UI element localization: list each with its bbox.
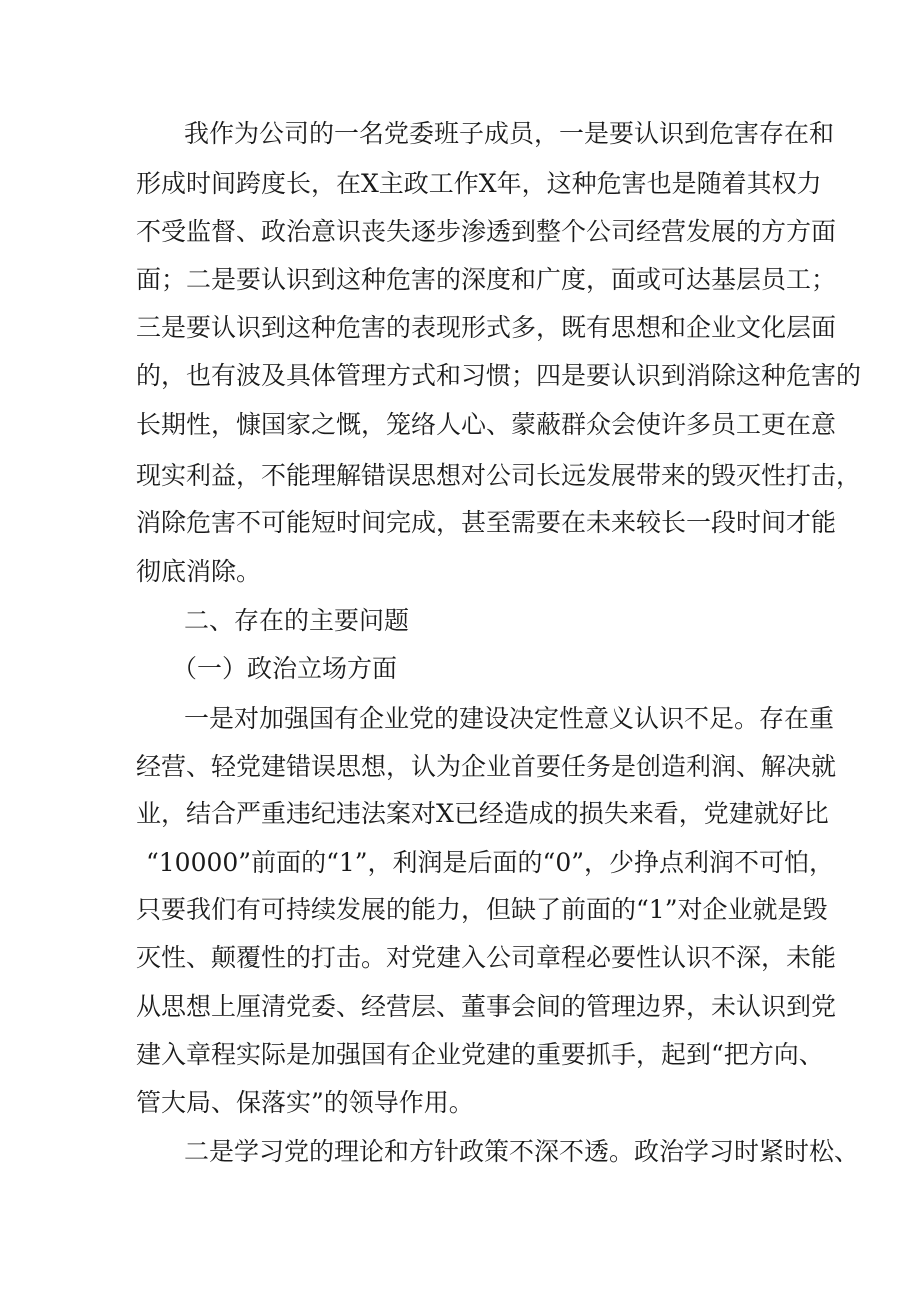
- paragraph-line: 二是学习党的理论和方针政策不深不透。政治学习时紧时松、: [184, 1137, 860, 1166]
- paragraph-line: “10000”前面的“1”，利润是后面的“0”，少挣点利润不可怕，: [146, 848, 835, 877]
- paragraph-line: 面；二是要认识到这种危害的深度和广度，面或可达基层员工；: [136, 265, 837, 294]
- paragraph-line: 三是要认识到这种危害的表现形式多，既有思想和企业文化层面: [136, 313, 837, 342]
- paragraph-line: 不受监督、政治意识丧失逐步渗透到整个公司经营发展的方方面: [136, 217, 837, 246]
- paragraph-line: 的，也有波及具体管理方式和习惯；四是要认识到消除这种危害的: [136, 361, 862, 390]
- paragraph-line: 长期性，慷国家之慨，笼络人心、蒙蔽群众会使许多员工更在意: [136, 410, 837, 439]
- paragraph-line: 经营、轻党建错误思想，认为企业首要任务是创造利润、解决就: [136, 752, 837, 781]
- paragraph-line: 建入章程实际是加强国有企业党建的重要抓手，起到“把方向、: [136, 1040, 824, 1069]
- paragraph-line: 灭性、颠覆性的打击。对党建入公司章程必要性认识不深，未能: [136, 943, 837, 972]
- paragraph-line: 彻底消除。: [136, 557, 262, 586]
- paragraph-line: 管大局、保落实”的领导作用。: [136, 1088, 474, 1117]
- paragraph-line: 只要我们有可持续发展的能力，但缺了前面的“1”对企业就是毁: [136, 895, 828, 924]
- paragraph-line: 现实利益，不能理解错误思想对公司长远发展带来的毁灭性打击，: [136, 461, 862, 490]
- paragraph-line: 形成时间跨度长，在X主政工作X年，这种危害也是随着其权力: [136, 169, 822, 198]
- paragraph-line: 消除危害不可能短时间完成，甚至需要在未来较长一段时间才能: [136, 508, 837, 537]
- paragraph-line: 从思想上厘清党委、经营层、董事会间的管理边界，未认识到党: [136, 992, 837, 1021]
- paragraph-line: 业，结合严重违纪违法案对X已经造成的损失来看，党建就好比: [136, 799, 829, 828]
- paragraph-line: 一是对加强国有企业党的建设决定性意义认识不足。存在重: [184, 704, 835, 733]
- subsection-heading: （一）政治立场方面: [172, 654, 398, 683]
- paragraph-line: 我作为公司的一名党委班子成员，一是要认识到危害存在和: [184, 119, 835, 148]
- section-heading: 二、存在的主要问题: [184, 606, 410, 635]
